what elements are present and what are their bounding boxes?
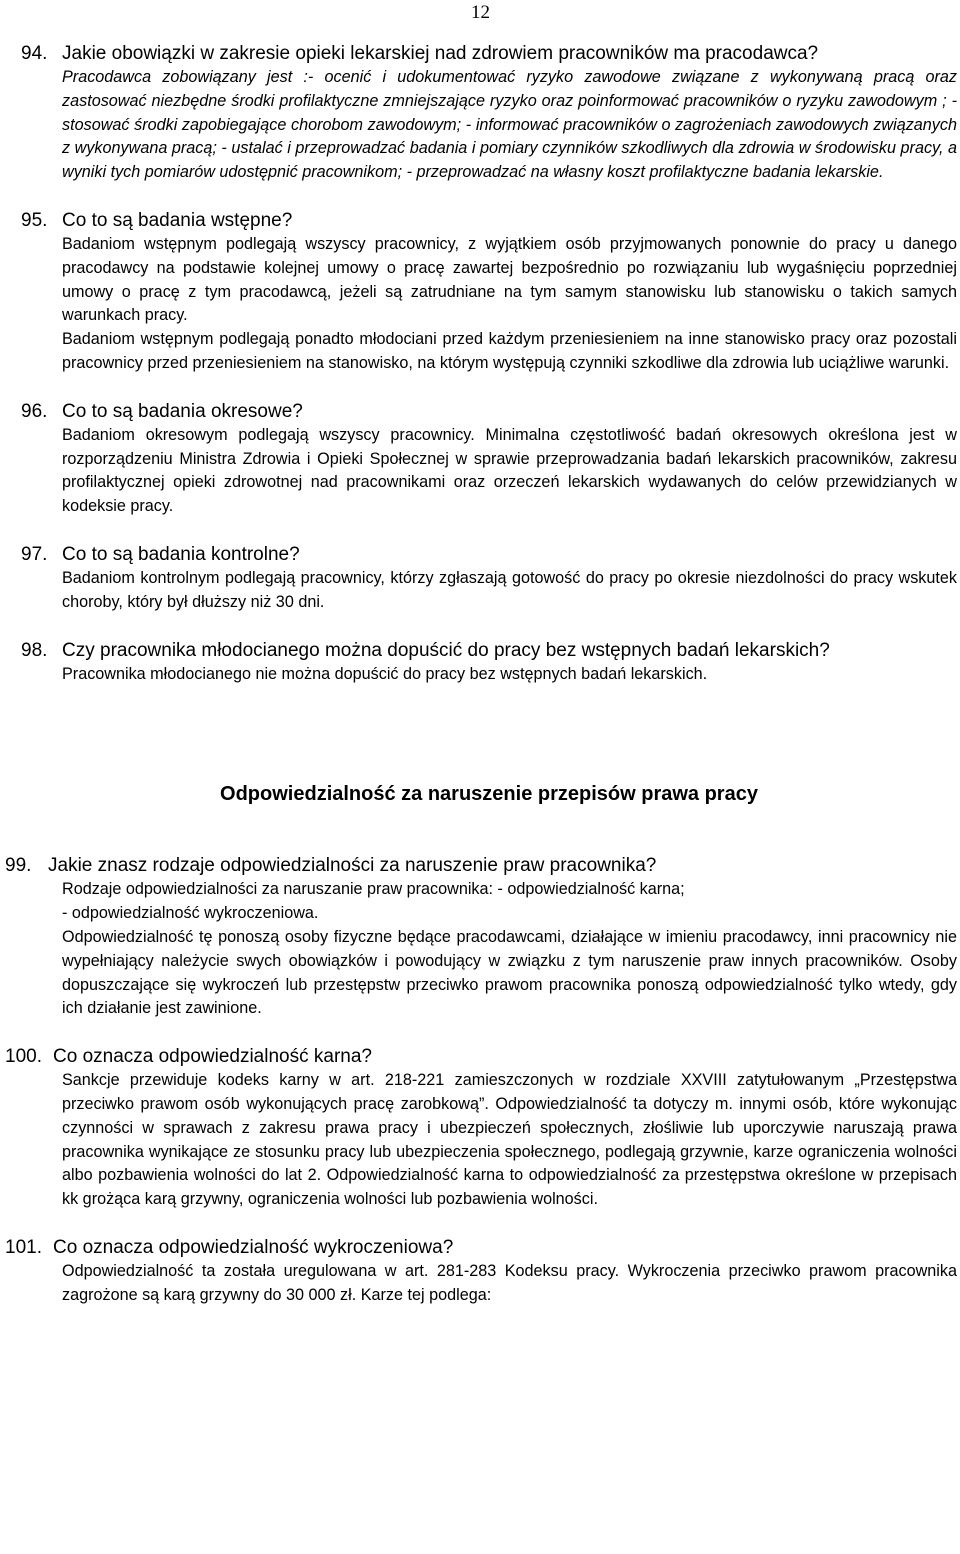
question-number: 98.: [21, 639, 48, 661]
question-98: [0, 639, 960, 687]
question-title: Jakie znasz rodzaje odpowiedzialności za naruszenie praw pracownika?: [48, 855, 657, 877]
section-heading: Odpowiedzialność za naruszenie przepisów prawa pracy: [220, 783, 758, 806]
question-100: [0, 1045, 960, 1212]
question-number: 101.: [5, 1236, 42, 1258]
question-title: Czy pracownika młodocianego można dopuścić do pracy bez wstępnych badań lekarskich?: [62, 639, 830, 661]
question-number: 97.: [21, 543, 48, 565]
answer-paragraph: Badaniom okresowym podlegają wszyscy pracownicy. Minimalna częstotliwość badań okresowych określona jest w rozporządzeniu Ministra Zdrowia i Opieki Społecznej w sprawie przeprowadzania badań lekarskich pracowników, zakresu profilaktycznej opieki zdrowotnej nad pracownikami oraz orzeczeń lekarskich wydawanych do celów przewidzianych w kodeksie pracy.: [62, 425, 957, 516]
answer-paragraph: Badaniom kontrolnym podlegają pracownicy, którzy zgłaszają gotowość do pracy po okresie niezdolności do pracy wskutek choroby, który był dłuższy niż 30 dni.: [62, 568, 957, 611]
answer-paragraph: Odpowiedzialność ta została uregulowana w art. 281-283 Kodeksu pracy. Wykroczenia przeciwko prawom pracownika zagrożone są karą grzywny do 30 000 zł. Karze tej podlega:: [62, 1261, 957, 1304]
answer-paragraph: Badaniom wstępnym podlegają wszyscy pracownicy, z wyjątkiem osób przyjmowanych ponownie do pracy u danego pracodawcy na podstawie kolejnej umowy o pracę zawartej bezpośrednio po rozwiązaniu lub wygaśnięciu poprzedniej umowy o pracę z tym pracodawcą, jeżeli są zatrudniane na tym samym stanowisku lub stanowisku o takich samych warunkach pracy.: [62, 234, 957, 325]
question-title: Co to są badania wstępne?: [62, 209, 293, 231]
question-title: Co to są badania okresowe?: [62, 400, 303, 422]
question-99: [0, 854, 960, 1021]
answer-paragraph: Pracownika młodocianego nie można dopuścić do pracy bez wstępnych badań lekarskich.: [62, 664, 708, 683]
answer-paragraph: Badaniom wstępnym podlegają ponadto młodociani przed każdym przeniesieniem na inne stanowisko pracy oraz pozostali pracownicy przed przeniesieniem na stanowisko, na którym występują czynniki szkodliwe dla zdrowia lub uciążliwe warunki.: [62, 330, 957, 372]
page-number: 12: [471, 2, 490, 23]
answer-paragraph: Rodzaje odpowiedzialności za naruszanie praw pracownika: - odpowiedzialność karna;: [62, 880, 685, 899]
answer-paragraph: Odpowiedzialność tę ponoszą osoby fizyczne będące pracodawcami, działające w imieniu pracodawcy, inni pracownicy nie wypełniający należycie swych obowiązków i powodujący w związku z tym naruszenie praw innych pracowników. Osoby dopuszczające się wykroczeń lub przestępstw przeciwko prawom pracownika ponoszą odpowiedzialność tylko wtedy, gdy ich działanie jest zawinione.: [62, 927, 957, 1018]
question-94: [0, 42, 960, 185]
question-number: 99.: [5, 855, 32, 877]
question-title: Co oznacza odpowiedzialność wykroczeniowa?: [53, 1236, 454, 1258]
question-number: 96.: [21, 400, 48, 422]
question-number: 94.: [21, 43, 48, 64]
answer-paragraph: Sankcje przewiduje kodeks karny w art. 218-221 zamieszczonych w rozdziale XXVIII zatytułowanym „Przestępstwa przeciwko prawom osób wykonujących pracę zarobkową”. Odpowiedzialność ta dotyczy m. innymi osób, które wykonując czynności w sprawach z zakresu prawa pracy i ubezpieczeń społecznych, złośliwie lub uporczywie naruszają prawa pracownika wynikające ze stosunku pracy lub ubezpieczenia społecznego, podlegają grzywnie, karze ograniczenia wolności albo pozbawienia wolności do lat 2. Odpowiedzialność karna to odpowiedzialność za przestępstwa określone w przepisach kk grożąca karą grzywny, ograniczenia wolności lub pozbawienia wolności.: [62, 1071, 957, 1209]
question-title: Jakie obowiązki w zakresie opieki lekarskiej nad zdrowiem pracowników ma pracodawca?: [62, 43, 819, 64]
question-96: [0, 400, 960, 519]
question-97: [0, 543, 960, 615]
question-number: 95.: [21, 209, 48, 231]
question-title: Co to są badania kontrolne?: [62, 543, 300, 565]
document-body: [0, 42, 960, 1308]
answer-paragraph: - odpowiedzialność wykroczeniowa.: [62, 904, 319, 923]
answer-paragraph: Pracodawca zobowiązany jest :- ocenić i udokumentować ryzyko zawodowe związane z wykonywaną pracą oraz zastosować niezbędne środki profilaktyczne zmniejszające ryzyko oraz poinformować pracowników o ryzyku zawodowym ; - stosować środki zapobiegające chorobom zawodowym; - informować pracowników o zagrożeniach zawodowych związanych z wykonywana pracą; - ustalać i przeprowadzać badania i pomiary czynników szkodliwych dla zdrowia w środowisku pracy, a wyniki tych pomiarów udostępnić pracownikom; - przeprowadzać na własny koszt profilaktyczne badania lekarskie.: [62, 68, 957, 182]
question-95: [0, 209, 960, 376]
question-101: [0, 1236, 960, 1308]
question-number: 100.: [5, 1046, 42, 1068]
question-title: Co oznacza odpowiedzialność karna?: [53, 1046, 372, 1068]
